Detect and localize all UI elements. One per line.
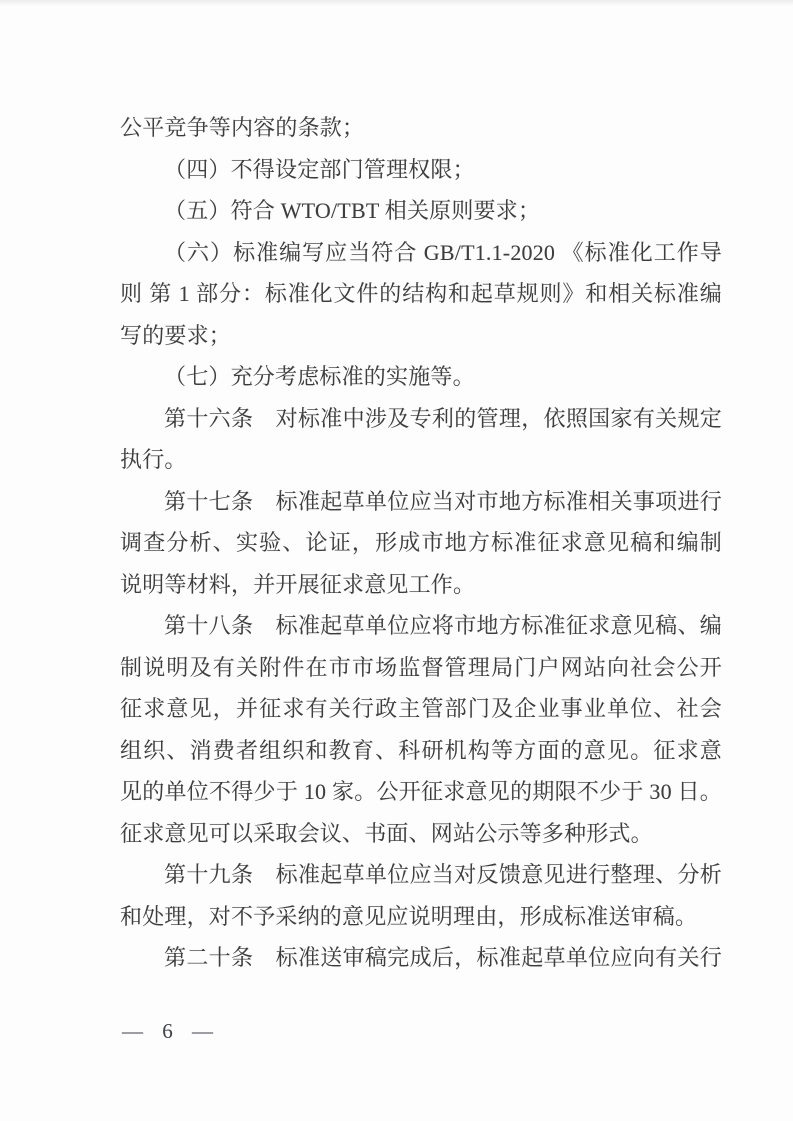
document-body [120,107,722,979]
document-line: 征求意见可以采取会议、书面、网站公示等多种形式。 [120,820,653,846]
page-number: — 6 — [122,1019,220,1043]
scan-edge-shading [0,0,793,6]
document-line: 和处理，对不予采纳的意见应说明理由，形成标准送审稿。 [120,903,698,929]
document-line: （四）不得设定部门管理权限； [164,156,475,182]
document-line: 第十六条 对标准中涉及专利的管理，依照国家有关规定 [164,405,722,431]
document-line: 调查分析、实验、论证，形成市地方标准征求意见稿和编制 [120,530,722,555]
document-line: （七）充分考虑标准的实施等。 [164,364,475,389]
document-line: 说明等材料，并开展征求意见工作。 [120,571,476,597]
document-line: 制说明及有关附件在市市场监督管理局门户网站向社会公开 [120,654,722,680]
page-footer [122,1019,220,1044]
document-line: 见的单位不得少于 10 家。公开征求意见的期限不少于 30 日。 [120,779,722,804]
document-line: 组织、消费者组织和教育、科研机构等方面的意见。征求意 [120,737,722,763]
document-line: 则 第 1 部分：标准化文件的结构和起草规则》和相关标准编 [120,281,722,306]
document-line: 第二十条 标准送审稿完成后，标准起草单位应向有关行 [164,945,722,970]
document-line: （六）标准编写应当符合 GB/T1.1-2020 《标准化工作导 [164,239,722,265]
document-line: 征求意见，并征求有关行政主管部门及企业事业单位、社会 [120,696,722,721]
document-line: 第十八条 标准起草单位应将市地方标准征求意见稿、编 [164,613,722,638]
document-line: 执行。 [120,447,187,472]
document-line: 第十七条 标准起草单位应当对市地方标准相关事项进行 [164,488,722,514]
document-line: （五）符合 WTO/TBT 相关原则要求； [164,198,541,223]
document-line: 公平竞争等内容的条款； [120,115,365,140]
document-line: 第十九条 标准起草单位应当对反馈意见进行整理、分析 [164,862,722,887]
document-line: 写的要求； [120,322,232,348]
